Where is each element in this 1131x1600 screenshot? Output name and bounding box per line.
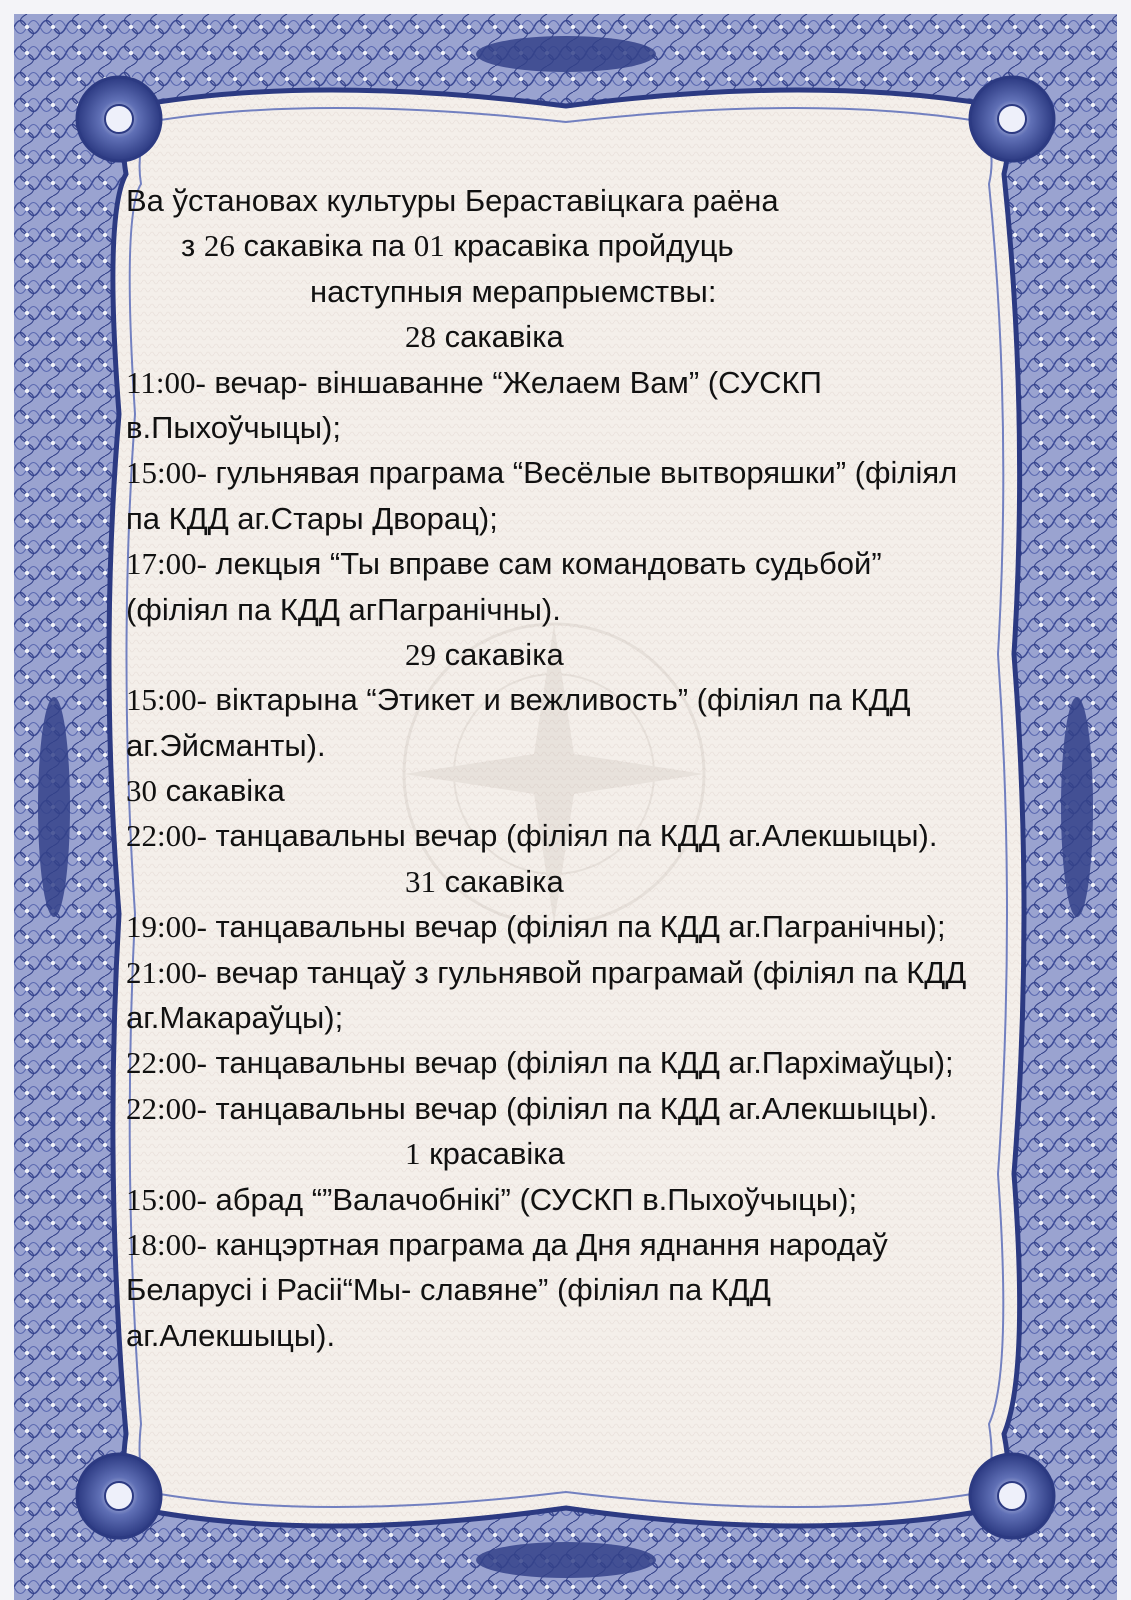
date-month: сакавіка [436, 636, 564, 672]
event-text: па КДД аг.Стары Дворац); [126, 500, 498, 536]
event-entry-continuation [126, 723, 1056, 768]
corner-rosette-top-left [77, 77, 161, 161]
event-text: гульнявая праграма “Весёлые вытворяшки” (філіял [206, 455, 958, 491]
event-time: 19:00- [126, 909, 207, 945]
date-month: сакавіка [436, 863, 564, 899]
date-number: 31 [405, 863, 436, 899]
title-line-2: з 26 сакавіка па 01 красавіка пройдуць [181, 228, 734, 264]
event-entry-continuation [126, 1313, 1056, 1358]
date-number: 28 [405, 319, 436, 355]
event-text: танцавальны вечар (філіял па КДД аг.Алекшыцы). [206, 818, 938, 854]
event-entry [126, 1222, 1056, 1267]
event-text: танцавальны вечар (філіял па КДД аг.Пагранічны); [206, 909, 946, 945]
event-entry-continuation [126, 587, 1056, 632]
corner-rosette-bottom-left [77, 1454, 161, 1538]
event-entry-continuation [126, 496, 1056, 541]
event-time: 11:00- [126, 364, 206, 400]
date-heading [126, 768, 1056, 813]
event-time: 15:00- [126, 682, 207, 718]
event-text: аг.Эйсманты). [126, 727, 326, 763]
event-text: віктарына “Этикет и вежливость” (філіял па КДД [206, 682, 911, 718]
event-entry [126, 950, 1056, 995]
event-text: аг.Макараўцы); [126, 1000, 344, 1036]
event-entry-continuation [126, 1267, 1056, 1312]
event-entry-continuation [126, 405, 1056, 450]
event-text: абрад “”Валачобнікі” (СУСКП в.Пыхоўчыцы); [206, 1181, 858, 1217]
event-time: 21:00- [126, 954, 207, 990]
event-text: танцавальны вечар (філіял па КДД аг.Алекшыцы). [206, 1090, 938, 1126]
event-time: 22:00- [126, 818, 207, 854]
event-time: 22:00- [126, 1090, 207, 1126]
date-heading [126, 314, 1056, 359]
event-entry [126, 541, 1056, 586]
event-text: аг.Алекшыцы). [126, 1317, 336, 1353]
event-entry [126, 813, 1056, 858]
date-heading [126, 1131, 1056, 1176]
event-text: в.Пыхоўчыцы); [126, 409, 341, 445]
event-time: 22:00- [126, 1045, 207, 1081]
event-text: танцавальны вечар (філіял па КДД аг.Пархімаўцы); [206, 1045, 954, 1081]
event-text: вечар- віншаванне “Желаем Вам” (СУСКП [205, 364, 822, 400]
event-text: Беларусі і Расіі“Мы- славяне” (філіял па КДД [126, 1272, 771, 1308]
event-text: канцэртная праграма да Дня яднання народаў [206, 1226, 888, 1262]
event-text: лекцыя “Ты вправе сам командовать судьбой” [206, 546, 882, 582]
date-month: сакавіка [157, 773, 285, 809]
event-entry [126, 450, 1056, 495]
date-number: 1 [405, 1136, 421, 1172]
event-entry [126, 360, 1056, 405]
event-time: 15:00- [126, 455, 207, 491]
event-entry [126, 1086, 1056, 1131]
event-entry [126, 1040, 1056, 1085]
event-entry [126, 1177, 1056, 1222]
corner-rosette-top-right [970, 77, 1054, 161]
event-entry [126, 904, 1056, 949]
date-month: красавіка [420, 1136, 565, 1172]
date-heading [126, 859, 1056, 904]
date-number: 29 [405, 636, 436, 672]
event-text: вечар танцаў з гульнявой праграмай (філіял па КДД [206, 954, 967, 990]
event-time: 18:00- [126, 1226, 207, 1262]
date-number: 30 [126, 773, 157, 809]
event-entry-continuation [126, 995, 1056, 1040]
date-month: сакавіка [436, 319, 564, 355]
title-line-3: наступныя мерапрыемствы: [310, 273, 717, 309]
schedule-list [126, 314, 1056, 1358]
event-announcement [126, 178, 1056, 1358]
event-entry [126, 677, 1056, 722]
event-time: 15:00- [126, 1181, 207, 1217]
date-heading [126, 632, 1056, 677]
title-line-1: Ва ўстановах культуры Бераставіцкага раёна [126, 183, 779, 218]
event-time: 17:00- [126, 546, 207, 582]
corner-rosette-bottom-right [970, 1454, 1054, 1538]
event-text: (філіял па КДД агПагранічны). [126, 591, 561, 627]
